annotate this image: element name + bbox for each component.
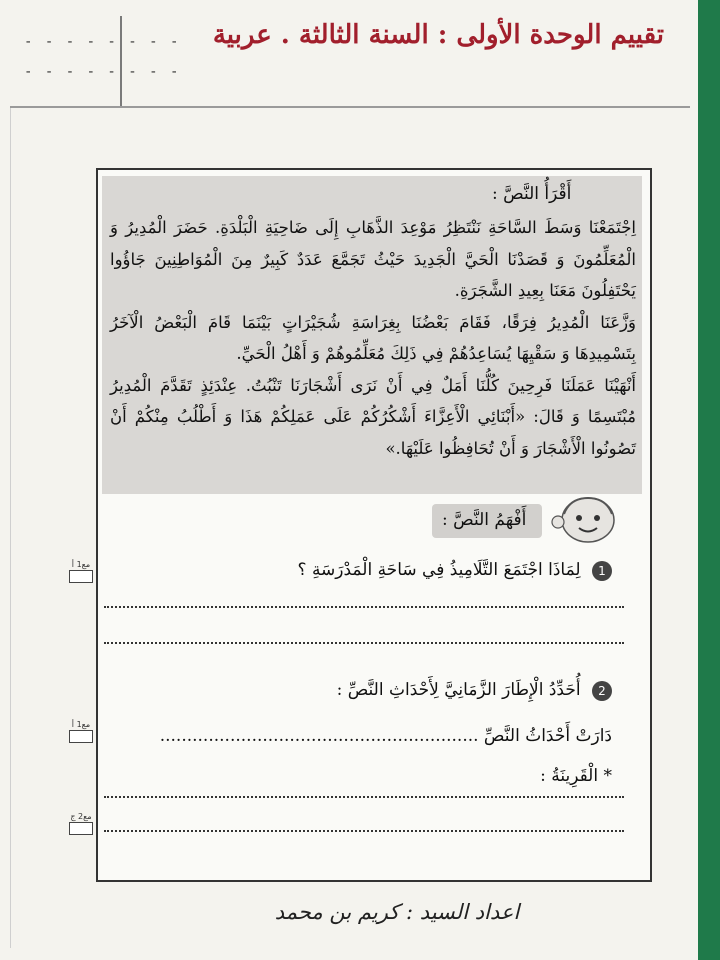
score-box-3[interactable]	[68, 812, 94, 835]
author-signature: اعداد السيد : كريم بن محمد	[274, 900, 520, 924]
question-1-text: لِمَاذَا اجْتَمَعَ التَّلَامِيذُ فِي سَاحَةِ الْمَدْرَسَةِ ؟	[297, 560, 581, 580]
score-box-1[interactable]	[68, 560, 94, 583]
clue-label: * الْقَرِينَةُ :	[540, 766, 612, 786]
passage-paragraph: أَنْهَيْنَا عَمَلَنَا فَرِحِينَ كُلُّنَا أَمَلٌ فِي أَنْ نَرَى أَشْجَارَنَا تَنْبُتُ. عِنْدَئِذٍ تَقَدَّمَ الْمُدِيرُ مُبْتَسِمًا وَ قَالَ: «أَبْنَائِي الْأَعِزَّاءَ أَشْكُرُكُمْ عَلَى عَمَلِكُمْ هَذَا وَ أَطْلُبُ مِنْكُمْ أَنْ تَصُونُوا الْأَشْجَارَ وَ أَنْ تُحَافِظُوا عَلَيْهَا.»	[110, 375, 636, 458]
score-input[interactable]	[69, 730, 93, 743]
understand-heading: أَفْهَمُ النَّصَّ :	[442, 510, 527, 530]
question-2	[92, 680, 612, 701]
question-2-text: أُحَدِّدُ الْإِطَارَ الزَّمَانِيَّ لِأَحْدَاثِ النَّصِّ :	[336, 680, 581, 700]
passage-paragraph: وَزَّعَنَا الْمُدِيرُ فِرَقًا، فَقَامَ بَعْضُنَا بِغِرَاسَةِ شُجَيْرَاتٍ بَيْنَمَا قَامَ الْبَعْضُ الْآخَرُ بِتَسْمِيدِهَا وَ سَقْيِهَا يُسَاعِدُهُمْ فِي ذَلِكَ مُعَلِّمُوهُمْ وَ أَهْلُ الْحَيِّ.	[110, 312, 636, 363]
score-input[interactable]	[69, 822, 93, 835]
question-number-2: 2	[592, 681, 612, 701]
answer-prefix[interactable]: دَارَتْ أَحْدَاثُ النَّصِّ ...........................................................	[159, 726, 612, 746]
header-divider	[120, 16, 122, 106]
question-number-1: 1	[592, 561, 612, 581]
score-label: مع2 ج	[70, 812, 92, 821]
answer-line-1a[interactable]	[104, 606, 624, 608]
answer-line-2b[interactable]	[104, 830, 624, 832]
answer-line-1b[interactable]	[104, 642, 624, 644]
score-box-2[interactable]	[68, 720, 94, 743]
passage-paragraph: اِجْتَمَعْنَا وَسَطَ السَّاحَةِ نَنْتَظِرُ مَوْعِدَ الذَّهَابِ إِلَى ضَاحِيَةِ الْبَلْدَةِ. حَضَرَ الْمُدِيرُ وَ الْمُعَلِّمُونَ وَ قَصَدْنَا الْحَيَّ الْجَدِيدَ حَيْثُ تَجَمَّعَ عَدَدٌ كَبِيرٌ مِنَ الْمُوَاطِنِينَ جَاؤُوا يَحْتَفِلُونَ مَعَنَا بِعِيدِ الشَّجَرَةِ.	[110, 218, 636, 300]
class-field-dots: - - - - - - - -	[24, 64, 181, 80]
child-face-icon	[548, 494, 622, 544]
background-green-edge	[698, 0, 720, 960]
score-label: مع1 أ	[71, 560, 91, 569]
margin-line	[10, 108, 11, 948]
question-1	[92, 560, 612, 581]
page-title: تقييم الوحدة الأولى : السنة الثالثة . عربية	[212, 20, 664, 50]
name-field-dots: - - - - - - - -	[24, 34, 181, 50]
score-input[interactable]	[69, 570, 93, 583]
reading-heading: أَقْرَأُ النَّصَّ :	[492, 184, 572, 204]
score-label: مع1 أ	[71, 720, 91, 729]
answer-line-2a[interactable]	[104, 796, 624, 798]
reading-passage	[110, 212, 636, 464]
